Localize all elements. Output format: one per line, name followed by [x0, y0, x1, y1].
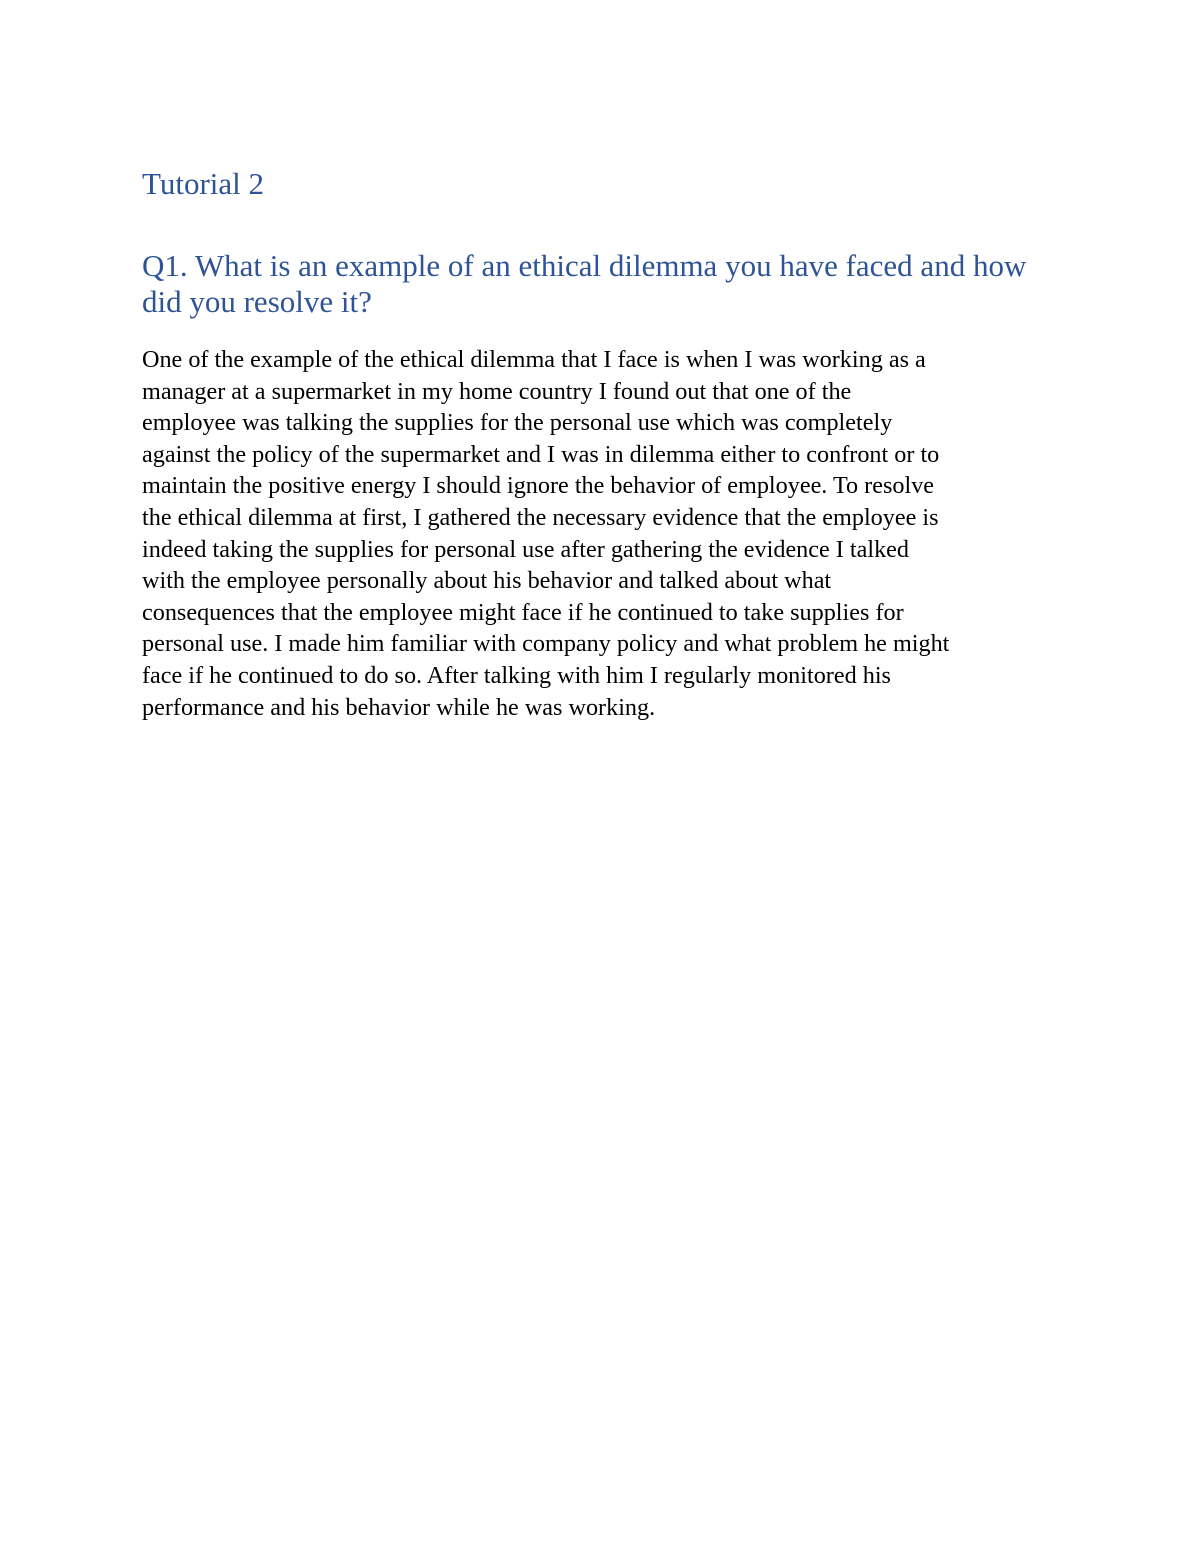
answer-line: face if he continued to do so. After talking with him I regularly monitored his — [142, 661, 891, 689]
answer-line: personal use. I made him familiar with company policy and what problem he might — [142, 630, 950, 658]
answer-line: employee was talking the supplies for the personal use which was completely — [142, 409, 893, 437]
answer-line: performance and his behavior while he was working. — [142, 693, 656, 721]
answer-line: One of the example of the ethical dilemma that I face is when I was working as a — [142, 346, 926, 373]
answer-line: indeed taking the supplies for personal use after gathering the evidence I talked — [142, 535, 909, 563]
answer-line: maintain the positive energy I should ignore the behavior of employee. To resolve — [142, 472, 935, 500]
answer-line: the ethical dilemma at first, I gathered the necessary evidence that the employee is — [142, 503, 939, 531]
answer-line: manager at a supermarket in my home country I found out that one of the — [142, 377, 852, 405]
answer-line: consequences that the employee might face if he continued to take supplies for — [142, 598, 904, 626]
answer-line: against the policy of the supermarket and I was in dilemma either to confront or to — [142, 440, 940, 468]
document-content — [142, 164, 1082, 723]
question-line: Q1. What is an example of an ethical dilemma you have faced and how — [142, 248, 1027, 283]
question-heading — [142, 248, 1082, 320]
document-title: Tutorial 2 — [142, 166, 265, 201]
question-line: did you resolve it? — [142, 284, 372, 319]
answer-line: with the employee personally about his behavior and talked about what — [142, 567, 832, 595]
answer-paragraph — [142, 344, 1082, 723]
